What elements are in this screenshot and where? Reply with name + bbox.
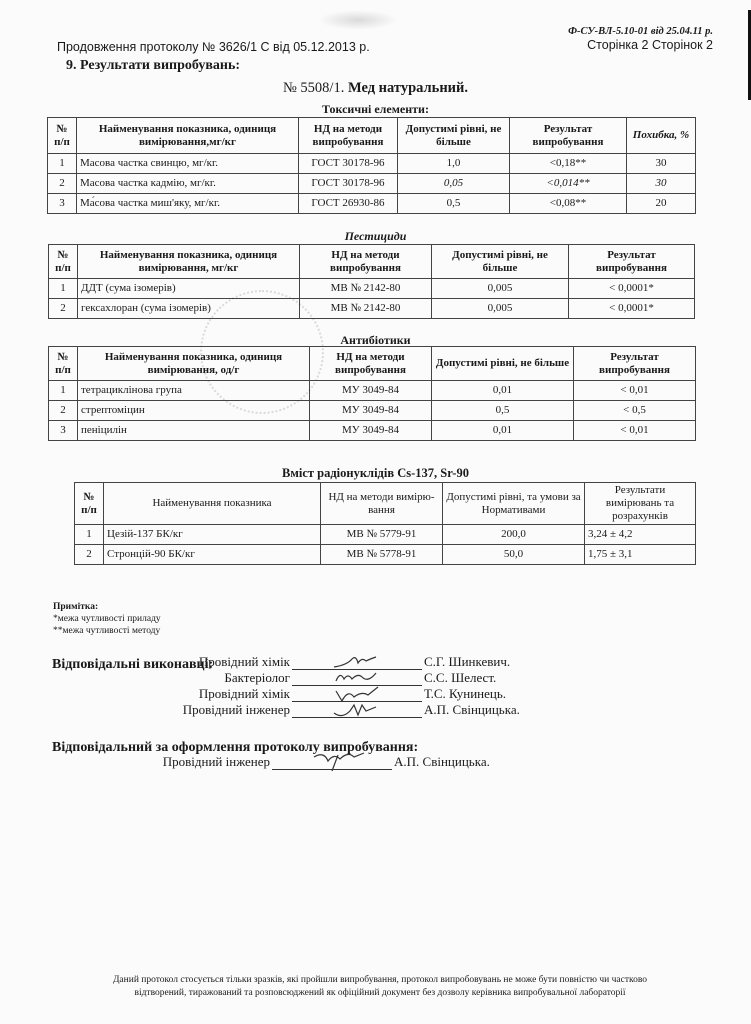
antibiotics-caption: Антибіотики: [340, 333, 411, 347]
cell-limit: 0,5: [432, 401, 574, 421]
col-header: НД на методи випробування: [300, 245, 432, 279]
signature-row: [80, 670, 496, 686]
notes-title: Примітка:: [53, 602, 99, 612]
cell-method: ГОСТ 30178-96: [299, 174, 398, 194]
signature-row: [80, 654, 510, 670]
page-info: Сторінка 2 Сторінок 2: [587, 38, 713, 52]
table-row: [49, 381, 696, 401]
signature-icon: [332, 701, 382, 721]
signer-role: Провідний інженер: [162, 754, 270, 769]
cell-result: < 0,01: [574, 421, 696, 441]
cell-no: 3: [49, 421, 78, 441]
cell-method: ГОСТ 30178-96: [299, 154, 398, 174]
col-header: № п/п: [48, 118, 77, 154]
toxic-caption: Токсичні елементи:: [322, 102, 429, 116]
section-title: 9. Результати випробувань:: [66, 58, 241, 73]
signer-role: Провідний інженер: [182, 702, 290, 717]
cell-no: 2: [75, 545, 104, 565]
col-header: Результат випробування: [510, 118, 627, 154]
col-header: Результат випробування: [574, 347, 696, 381]
signer-name: А.П. Свінцицька.: [424, 702, 520, 717]
cell-method: МВ № 5779-91: [321, 525, 443, 545]
scan-smudge: [318, 10, 398, 30]
signature-row: [80, 702, 520, 718]
col-header: Результати вимірювань та розрахунків: [585, 483, 696, 525]
footer-line: Даний протокол стосується тільки зразків, які пройшли випробування, протокол випробовувань не може бути повністю чи частково: [112, 975, 648, 985]
cell-name: Стронцій-90 БК/кг: [104, 545, 321, 565]
cell-result: < 0,5: [574, 401, 696, 421]
cell-name: ДДТ (сума ізомерів): [78, 279, 300, 299]
col-header: НД на методи випробування: [299, 118, 398, 154]
table-row: [48, 174, 696, 194]
cell-limit: 0,005: [432, 299, 569, 319]
cell-error: 20: [627, 194, 696, 214]
protocol-continuation: Продовження протоколу № 3626/1 С від 05.12.2013 р.: [57, 40, 370, 54]
cell-name: пеніцилін: [78, 421, 310, 441]
cell-no: 1: [75, 525, 104, 545]
cell-name: Масова частка кадмію, мг/кг.: [77, 174, 299, 194]
table-row: [75, 525, 696, 545]
signature-row: [60, 754, 490, 770]
cell-result: < 0,01: [574, 381, 696, 401]
signer-name: А.П. Свінцицька.: [394, 754, 490, 769]
col-header: Найменування показника: [104, 483, 321, 525]
table-header-row: [49, 347, 696, 381]
cell-error: 30: [627, 174, 696, 194]
cell-result: 3,24 ± 4,2: [585, 525, 696, 545]
sample-number: № 5508/1.: [282, 80, 345, 96]
signer-name: Т.С. Кунинець.: [424, 686, 507, 701]
cell-method: МУ 3049-84: [310, 381, 432, 401]
table-row: [49, 401, 696, 421]
table-header-row: [49, 245, 695, 279]
cell-no: 2: [49, 299, 78, 319]
cell-error: 30: [627, 154, 696, 174]
cell-no: 2: [49, 401, 78, 421]
cell-result: < 0,0001*: [569, 299, 695, 319]
pesticides-caption: Пестициди: [344, 229, 407, 243]
cell-method: ГОСТ 26930-86: [299, 194, 398, 214]
cell-limit: 1,0: [398, 154, 510, 174]
col-header: Допустимі рівні, не більше: [432, 245, 569, 279]
table-header-row: [48, 118, 696, 154]
pesticides-table: [48, 244, 695, 319]
cell-limit: 0,005: [432, 279, 569, 299]
signature-icon: [312, 749, 372, 773]
col-header: НД на методи випробування: [310, 347, 432, 381]
cell-no: 1: [48, 154, 77, 174]
signer-name: С.С. Шелест.: [424, 670, 497, 685]
cell-name: Масова частка свинцю, мг/кг.: [77, 154, 299, 174]
col-header: Допустимі рівні, не більше: [398, 118, 510, 154]
table-row: [75, 545, 696, 565]
note-line: **межа чутливості методу: [53, 626, 161, 636]
cell-name: стрептоміцин: [78, 401, 310, 421]
col-header: Допустимі рівні, не більше: [432, 347, 574, 381]
table-row: [48, 194, 696, 214]
cell-result: < 0,0001*: [569, 279, 695, 299]
cell-method: МУ 3049-84: [310, 401, 432, 421]
cell-limit: 0,01: [432, 421, 574, 441]
cell-limit: 200,0: [443, 525, 585, 545]
form-code: Ф-СУ-ВЛ-5.10-01 від 25.04.11 р.: [568, 26, 713, 37]
col-header: Найменування показника, одиниця вимірювання, од/г: [78, 347, 310, 381]
cell-no: 1: [49, 279, 78, 299]
protocol-responsible-title: Відповідальний за оформлення протоколу випробування:: [52, 740, 419, 755]
footer-line: відтворений, тиражований та розповсюджений як офіційний документ без дозволу керівника випробувальної лабораторії: [134, 988, 626, 998]
sample-name: Мед натуральний.: [347, 80, 469, 96]
col-header: Результат випробування: [569, 245, 695, 279]
cell-no: 3: [48, 194, 77, 214]
signature-line: [292, 705, 422, 718]
table-row: [49, 279, 695, 299]
cell-method: МУ 3049-84: [310, 421, 432, 441]
table-header-row: [75, 483, 696, 525]
cell-result: 1,75 ± 3,1: [585, 545, 696, 565]
note-line: *межа чутливості приладу: [53, 614, 161, 624]
col-header: Найменування показника, одиниця вимірювання,мг/кг: [77, 118, 299, 154]
cell-result: <0,08**: [510, 194, 627, 214]
table-row: [49, 421, 696, 441]
antibiotics-table: [48, 346, 696, 441]
table-row: [48, 154, 696, 174]
notes: [53, 601, 161, 637]
sample-title: [0, 80, 751, 97]
cell-name: Ма́сова частка миш'яку, мг/кг.: [77, 194, 299, 214]
col-header: Найменування показника, одиниця вимірювання, мг/кг: [78, 245, 300, 279]
cell-method: МВ № 5778-91: [321, 545, 443, 565]
cell-no: 2: [48, 174, 77, 194]
cell-name: Цезій-137 БК/кг: [104, 525, 321, 545]
cell-limit: 0,05: [398, 174, 510, 194]
header-right: [568, 26, 713, 52]
signature-line: [272, 757, 392, 770]
col-header: Похибка, %: [627, 118, 696, 154]
radio-table: [74, 482, 696, 565]
cell-limit: 0,5: [398, 194, 510, 214]
signer-role: Провідний хімік: [198, 654, 290, 669]
cell-result: <0,014**: [510, 174, 627, 194]
cell-limit: 0,01: [432, 381, 574, 401]
signer-role: Провідний хімік: [198, 686, 290, 701]
signer-role: Бактеріолог: [224, 670, 290, 685]
col-header: № п/п: [75, 483, 104, 525]
cell-limit: 50,0: [443, 545, 585, 565]
cell-result: <0,18**: [510, 154, 627, 174]
toxic-table: [47, 117, 696, 214]
cell-method: МВ № 2142-80: [300, 299, 432, 319]
cell-name: тетрациклінова група: [78, 381, 310, 401]
signature-row: [80, 686, 506, 702]
col-header: № п/п: [49, 347, 78, 381]
table-row: [49, 299, 695, 319]
cell-method: МВ № 2142-80: [300, 279, 432, 299]
col-header: НД на методи вимірю-вання: [321, 483, 443, 525]
radio-caption: Вміст радіонуклідів Cs-137, Sr-90: [282, 466, 469, 480]
responsible-title: Відповідальні виконавці:: [52, 657, 214, 672]
col-header: № п/п: [49, 245, 78, 279]
signer-name: С.Г. Шинкевич.: [424, 654, 511, 669]
cell-no: 1: [49, 381, 78, 401]
col-header: Допустимі рівні, та умови за Нормативами: [443, 483, 585, 525]
footer-disclaimer: [40, 974, 720, 1000]
cell-name: гексахлоран (сума ізомерів): [78, 299, 300, 319]
